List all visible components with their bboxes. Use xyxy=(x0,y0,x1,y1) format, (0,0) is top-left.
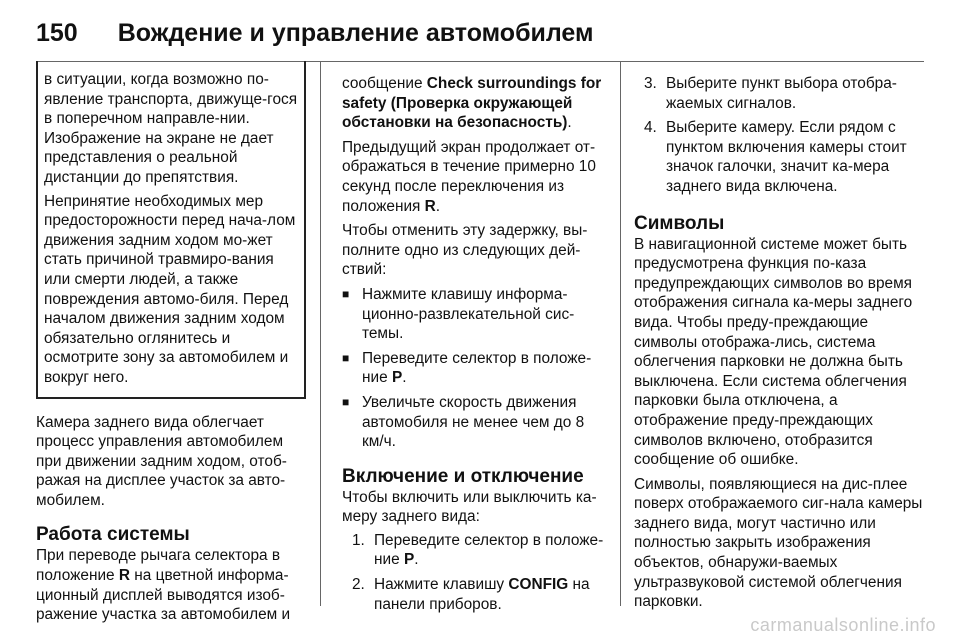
section-heading-symbols: Символы xyxy=(634,212,725,234)
cancel-paragraph: Чтобы отменить эту задержку, вы-полните одно из следующих дей-ствий: xyxy=(342,222,588,279)
toggle-paragraph: Чтобы включить или выключить ка-меру заднего вида: xyxy=(342,488,597,526)
watermark: carmanualsonline.info xyxy=(750,615,936,635)
message-paragraph: сообщение Check surroundings for safety (Проверка окружающей обстановки на безопасность). xyxy=(342,75,602,132)
page-title: Вождение и управление автомобилем xyxy=(117,18,594,47)
warning-box xyxy=(36,61,306,399)
step-item: 2. Нажмите клавишу CONFIG на панели приборов. xyxy=(352,576,590,613)
bullet-item: ■ Увеличьте скорость движения автомобиля не менее чем до 8 км/ч. xyxy=(342,393,608,452)
column-middle xyxy=(320,61,608,613)
operation-paragraph: При переводе рычага селектора в положение R на цветной информа-ционный дисплей выводятся изоб-ражение участка за автомобилем и xyxy=(36,547,291,624)
steps-list xyxy=(352,531,608,614)
delay-paragraph: Предыдущий экран продолжает от-ображаться в течение примерно 10 секунд после переключения из положения R. xyxy=(342,138,596,215)
page-number: 150 xyxy=(36,18,78,47)
symbols-paragraph-2: Символы, появляющиеся на дис-плее поверх отображаемого сиг-нала камеры заднего вида, могут частично или полностью закрыть изображения объектов, обнаружи-ваемых ультразвуковой системой облегчения парковки. xyxy=(634,475,923,611)
section-heading-toggle: Включение и отключение xyxy=(342,465,584,487)
step-item: 4. Выберите камеру. Если рядом с пунктом включения камеры стоит значок галочки, значит ка-мера заднего вида включена. xyxy=(644,119,907,195)
bullet-item: ■ Переведите селектор в положе-ние P. xyxy=(342,349,608,388)
bullet-item: ■ Нажмите клавишу информа-ционно-развлекательной сис-темы. xyxy=(342,285,608,344)
step-item: 3. Выберите пункт выбора отобра-жаемых сигналов. xyxy=(644,75,897,112)
intro-paragraph: Камера заднего вида облегчает процесс управления автомобилем при движении задним ходом, отоб-ражая на дисплее участок за авто-мобилем. xyxy=(36,413,287,509)
section-heading-operation: Работа системы xyxy=(36,524,190,546)
page-header xyxy=(36,10,594,56)
step-item: 1. Переведите селектор в положе-ние P. xyxy=(352,531,604,569)
warning-paragraph: Непринятие необходимых мер предосторожности перед нача-лом движения задним ходом мо-жет стать причиной травмиро-вания или смерти людей, а также повреждения автомо-биля. Перед началом движения задним ходом обязательно оглянитесь и осмотрите зону за автомобилем и вокруг него. xyxy=(44,192,296,386)
warning-paragraph: в ситуации, когда возможно по-явление транспорта, движуще-гося в поперечном направле-нии. Изображение на экране не дает представления о реальной дистанции до препятствия. xyxy=(44,71,298,186)
steps-list-continued xyxy=(644,74,924,197)
column-left xyxy=(36,61,306,624)
column-right xyxy=(620,61,924,611)
symbols-paragraph: В навигационной системе может быть предусмотрена функция по-каза предупреждающих символов во время отображения сигнала ка-меры заднего вида. Чтобы преду-преждающие символы отобража-лись, система облегчения парковки не должна быть выключена. Если система облегчения парковки была отключена, а отображение преду-преждающих символов включено, отобразится сообщение об ошибке. xyxy=(634,235,913,469)
bullet-list xyxy=(342,285,608,452)
